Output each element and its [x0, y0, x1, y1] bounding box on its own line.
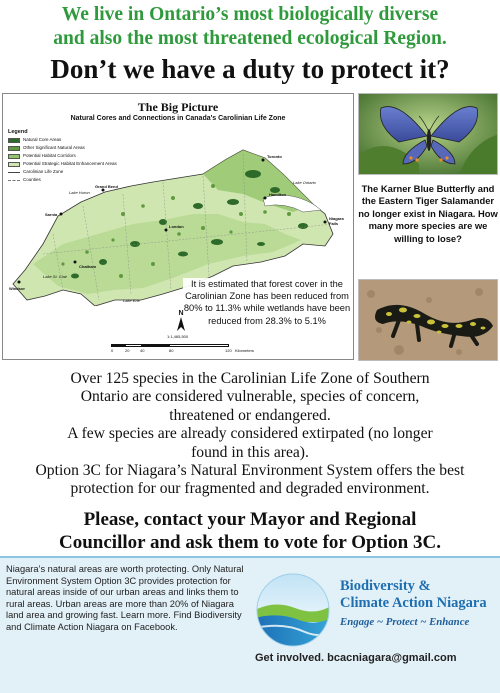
legend-item	[8, 176, 117, 184]
extinct-species-text: The Karner Blue Butterfly and the Eastern Tiger Salamander no longer exist in Niagara. How many more species are we willing to lose?	[358, 183, 498, 244]
extirpated-text: A few species are already considered extirpated (no longer found in this area).	[67, 425, 433, 461]
map-label-grand-bend: Grand Bend	[95, 184, 118, 189]
north-arrow-icon	[176, 317, 186, 331]
map-label-london: London	[169, 224, 184, 229]
eastern-tiger-salamander-photo	[358, 279, 498, 361]
scale-tick: 40	[140, 348, 145, 353]
organization-tagline: Engage ~ Protect ~ Enhance	[340, 616, 470, 628]
scale-tick: 80	[169, 348, 174, 353]
legend-line	[8, 172, 20, 173]
headline-line-2: and also the most threatened ecological Region.	[53, 28, 447, 49]
organization-name	[340, 578, 500, 612]
option-3c-text: Option 3C for Niagara’s Natural Environment System offers the best protection for our fragmented and degraded environment.	[35, 462, 465, 498]
north-arrow	[175, 310, 187, 336]
map-label-niagara-falls: Niagara Falls	[329, 216, 344, 226]
contact-prefix: Get involved.	[255, 652, 325, 664]
organization-name-line-1: Biodiversity &	[340, 578, 431, 594]
scale-tick: 0	[111, 348, 114, 353]
legend-label: Potential Habitat Corridors	[23, 153, 76, 158]
legend-label: Carolinian Life Zone	[23, 169, 64, 174]
legend-swatch	[8, 138, 20, 143]
map-label-lake-ontario: Lake Ontario	[293, 180, 316, 185]
legend-swatch	[8, 154, 20, 159]
map-label-lake-erie: Lake Erie	[123, 298, 140, 303]
scale-tick: 120	[225, 348, 232, 353]
scale-bar-graphic	[111, 344, 229, 347]
footer-description: Niagara’s natural areas are worth protecting. Only Natural Environment System Option 3C provides protection for natural areas inside of our urban areas and links them to rural areas. Urban areas are more than 20% of Niagara land area and growing fast. Learn more. Find Biodiversity and Climate Action Niagara on Facebook.	[6, 564, 244, 632]
contact-line	[255, 652, 500, 664]
map-title: The Big Picture	[137, 100, 219, 114]
map-label-sarnia: Sarnia	[45, 212, 58, 217]
legend-item	[8, 168, 117, 176]
butterfly-image	[359, 94, 498, 175]
map-subtitle: Natural Cores and Connections in Canada's Carolinian Life Zone	[70, 115, 286, 122]
legend-item	[8, 144, 117, 152]
carolinian-map	[2, 93, 354, 360]
forest-cover-statistic: It is estimated that forest cover in the Carolinian Zone has been reduced from 80% to 11.3% while wetlands have been reduced from 28.3% to 5.1%	[183, 279, 351, 326]
contact-email-link[interactable]: bcacniagara@gmail.com	[327, 652, 457, 664]
headline-question: Don’t we have a duty to protect it?	[50, 54, 450, 84]
map-label-windsor: Windsor	[9, 286, 25, 291]
map-label-chatham: Chatham	[79, 264, 97, 269]
legend-label: Natural Core Areas	[23, 137, 62, 142]
body-paragraph	[0, 370, 500, 499]
headline-line-1: We live in Ontario’s most biologically diverse	[61, 4, 439, 25]
scale-tick: 20	[125, 348, 130, 353]
legend-title: Legend	[8, 129, 28, 135]
map-legend	[8, 128, 117, 184]
legend-label: Counties	[23, 177, 41, 182]
karner-blue-butterfly-photo	[358, 93, 498, 175]
scale-unit: Kilometers	[235, 348, 254, 353]
legend-label: Other Significant Natural Areas	[23, 145, 85, 150]
map-label-lake-st-clair: Lake St. Clair	[43, 274, 68, 279]
bcan-logo-icon	[255, 572, 331, 648]
legend-item	[8, 160, 117, 168]
map-label-toronto: Toronto	[267, 154, 282, 159]
legend-line	[8, 180, 20, 181]
map-label-hamilton: Hamilton	[269, 192, 287, 197]
north-arrow-label: N	[178, 310, 184, 317]
species-at-risk-text: Over 125 species in the Carolinian Life Zone of Southern Ontario are considered vulnerable, species of concern, threatened or endangered.	[70, 370, 430, 424]
call-to-action: Please, contact your Mayor and Regional Councillor and ask them to vote for Option 3C.	[59, 509, 441, 553]
legend-swatch	[8, 162, 20, 167]
footer	[0, 556, 500, 693]
legend-swatch	[8, 146, 20, 151]
salamander-image	[359, 280, 498, 361]
legend-item	[8, 136, 117, 144]
organization-name-line-2: Climate Action Niagara	[340, 595, 487, 611]
scale-bar	[111, 344, 261, 356]
map-label-lake-huron: Lake Huron	[69, 190, 90, 195]
scale-ratio: 1:1,465,500	[167, 334, 189, 339]
legend-item	[8, 152, 117, 160]
legend-label: Potential Strategic Habitat Enhancement Areas	[23, 161, 117, 166]
